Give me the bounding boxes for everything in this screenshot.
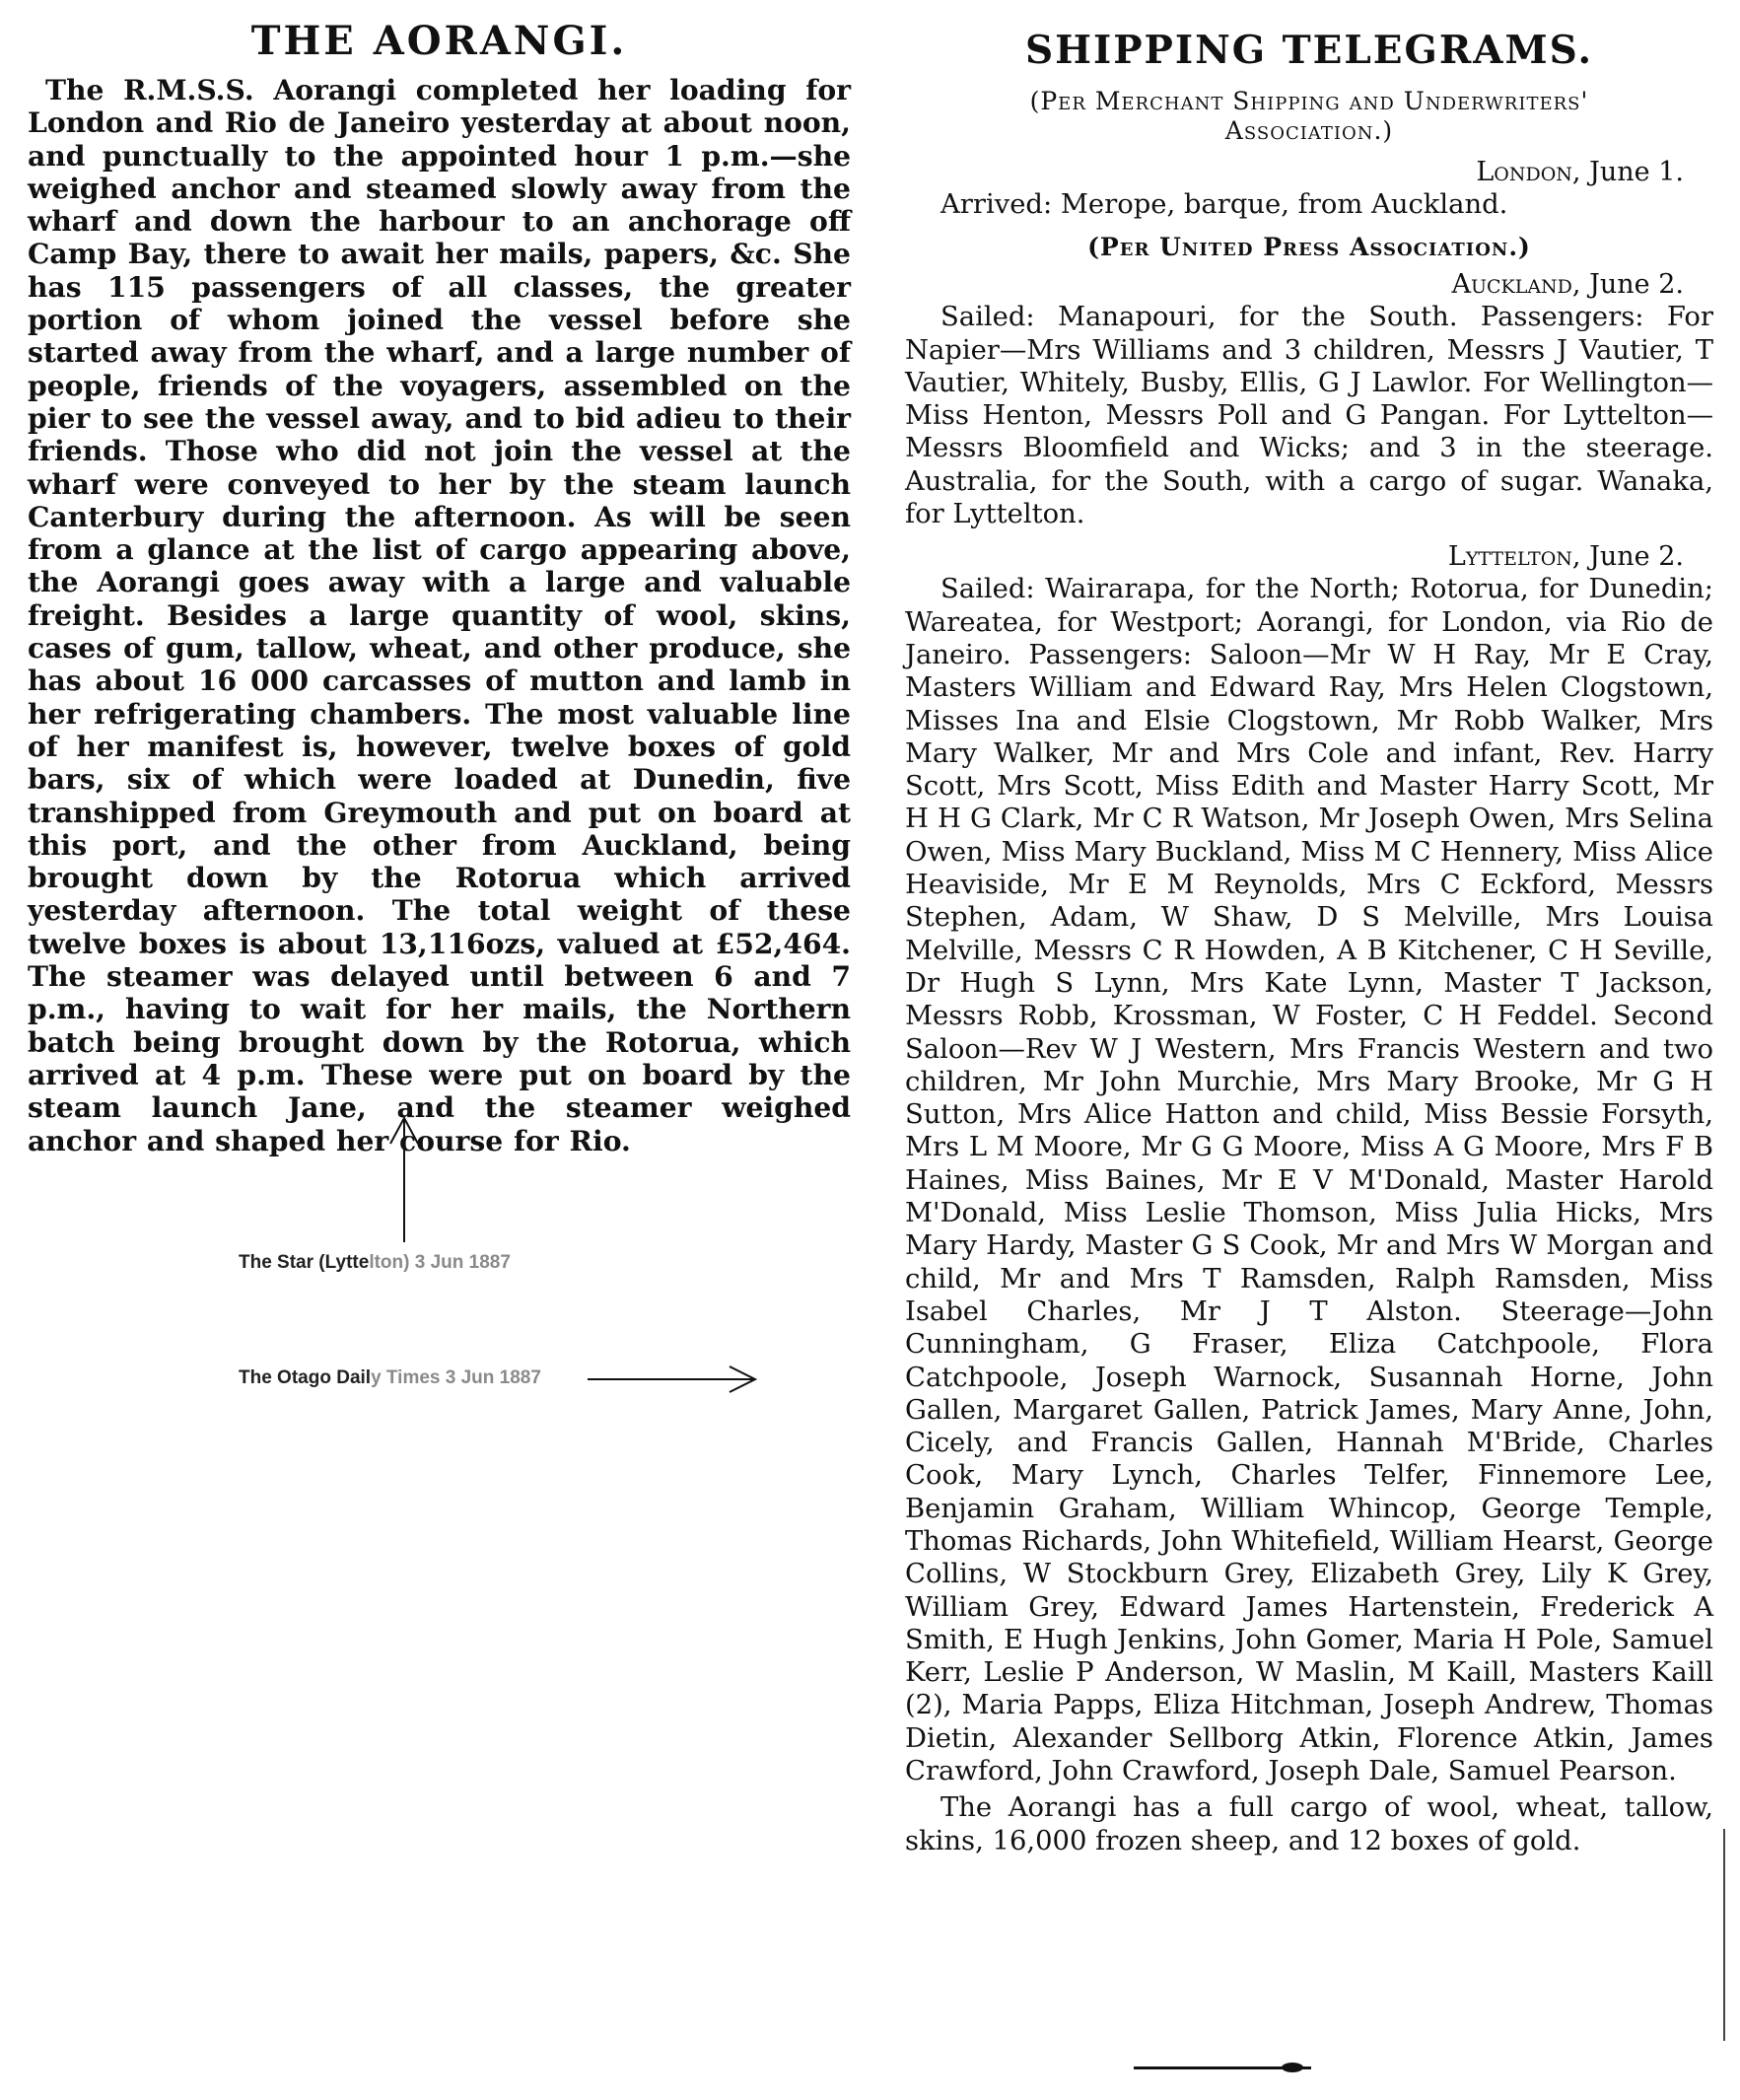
dateline-london: [905, 156, 1713, 188]
dateline-london-place: London,: [1476, 157, 1581, 187]
cargo-paragraph: The Aorangi has a full cargo of wool, wheat, tallow, skins, 16,000 frozen sheep, and 12 boxes of gold.: [905, 1792, 1713, 1856]
arrow-up-icon: [389, 1116, 419, 1244]
end-rule-ornament: [1282, 2063, 1303, 2072]
arrived-paragraph: Arrived: Merope, barque, from Auckland.: [940, 189, 1508, 220]
caption-otago-faded: y Times 3 Jun 1887: [371, 1367, 541, 1388]
star-article-body: The R.M.S.S. Aorangi completed her loading for London and Rio de Janeiro yesterday at about noon, and punctually to the appointed hour 1 p.m.—she weighed anchor and steamed slowly away from the wharf and down the harbour to an anchorage off Camp Bay, there to await her mails, papers, &c. She has 115 passengers of all classes, the greater portion of whom joined the vessel before she started away from the wharf, and a large number of people, friends of the voyagers, assembled on the pier to see the vessel away, and to bid adieu to their friends. Those who did not join the vessel at the wharf were conveyed to her by the steam launch Canterbury during the afternoon. As will be seen from a glance at the list of cargo appearing above, the Aorangi goes away with a large and valuable freight. Besides a large quantity of wool, skins, cases of gum, tallow, wheat, and other produce, she has about 16 000 carcasses of mutton and lamb in her refrigerating chambers. The most valuable line of her manifest is, however, twelve boxes of gold bars, six of which were loaded at Dunedin, five transhipped from Greymouth and put on board at this port, and the other from Auckland, being brought down by the Rotorua which arrived yesterday afternoon. The total weight of these twelve boxes is about 13,116ozs, valued at £52,464. The steamer was delayed until between 6 and 7 p.m., having to wait for her mails, the Northern batch being brought down by the Rotorua, which arrived at 4 p.m. These were put on board by the steam launch Jane, and the steamer weighed anchor and shaped her course for Rio.: [28, 74, 851, 1157]
star-article-title: THE AORANGI.: [250, 18, 628, 64]
association-united-press: (Per United Press Association.): [1087, 233, 1531, 262]
shipping-telegrams-title: SHIPPING TELEGRAMS.: [1024, 28, 1594, 73]
dateline-auckland: [905, 268, 1713, 301]
dateline-lyttelton-date: June 2.: [1580, 541, 1684, 573]
dateline-london-date: June 1.: [1580, 157, 1684, 187]
column-border: [1723, 1829, 1725, 2041]
caption-otago-main: The Otago Dail: [239, 1367, 372, 1388]
dateline-lyttelton-place: Lyttelton,: [1447, 541, 1581, 573]
caption-star-main: The Star (Lytte: [239, 1252, 370, 1273]
caption-star: [239, 1252, 511, 1274]
lyttelton-paragraph: Sailed: Wairarapa, for the North; Rotorua, for Dunedin; Wareatea, for Westport; Aorangi, for London, via Rio de Janeiro. Passengers: Saloon—Mr W H Ray, Mr E Cray, Masters William and Edward Ray, Mrs Helen Clogstown, Misses Ina and Elsie Clogstown, Mr Robb Walker, Mrs Mary Walker, Mr and Mrs Cole and infant, Rev. Harry Scott, Mrs Scott, Miss Edith and Master Harry Scott, Mr H H G Clark, Mr C R Watson, Mr Joseph Owen, Mrs Selina Owen, Miss Mary Buckland, Miss M C Hennery, Miss Alice Heaviside, Mr E M Reynolds, Mrs C Eckford, Messrs Stephen, Adam, W Shaw, D S Melville, Mrs Louisa Melville, Messrs C R Howden, A B Kitchener, C H Seville, Dr Hugh S Lynn, Mrs Kate Lynn, Master T Jackson, Messrs Robb, Krossman, W Foster, C H Feddel. Second Saloon—Rev W J Western, Mrs Francis Western and two children, Mr John Murchie, Mrs Mary Brooke, Mr G H Sutton, Mrs Alice Hatton and child, Miss Bessie Forsyth, Mrs L M Moore, Mr G G Moore, Miss A G Moore, Mrs F B Haines, Miss Baines, Mr E V M'Donald, Master Harold M'Donald, Miss Leslie Thomson, Miss Julia Hicks, Mrs Mary Hardy, Master G S Cook, Mr and Mrs W Morgan and child, Mr and Mrs T Ramsden, Ralph Ramsden, Miss Isabel Charles, Mr J T Alston. Steerage—John Cunningham, G Fraser, Eliza Catchpoole, Flora Catchpoole, Joseph Warnock, Susannah Horne, John Gallen, Margaret Gallen, Patrick James, Mary Anne, John, Cicely, and Francis Gallen, Hannah M'Bride, Charles Cook, Mary Lynch, Charles Telfer, Finnemore Lee, Benjamin Graham, William Whincop, George Temple, Thomas Richards, John Whitefield, William Hearst, George Collins, W Stockburn Grey, Elizabeth Grey, Lily K Grey, William Grey, Edward James Hartenstein, Frederick A Smith, E Hugh Jenkins, John Gomer, Maria H Pole, Samuel Kerr, Leslie P Anderson, W Maslin, M Kaill, Masters Kaill (2), Maria Papps, Eliza Hitchman, Joseph Andrew, Thomas Dietin, Alexander Sellborg Atkin, Florence Atkin, James Crawford, John Crawford, Joseph Dale, Samuel Pearson.: [905, 574, 1713, 1787]
caption-otago: [239, 1367, 541, 1389]
dateline-auckland-place: Auckland,: [1451, 269, 1581, 301]
auckland-paragraph: Sailed: Manapouri, for the South. Passengers: For Napier—Mrs Williams and 3 children, Messrs J Vautier, T Vautier, Whitely, Busby, Ellis, G J Lawlor. For Wellington—Miss Henton, Messrs Poll and G Pangan. For Lyttelton—Messrs Bloomfield and Wicks; and 3 in the steerage. Australia, for the South, with a cargo of sugar. Wanaka, for Lyttelton.: [905, 302, 1713, 530]
caption-star-faded: lton) 3 Jun 1887: [369, 1252, 511, 1273]
dateline-lyttelton: [905, 540, 1713, 573]
shipping-telegrams-article: [905, 28, 1713, 1857]
association-line-2: Association.): [1224, 116, 1394, 145]
association-line-1: (Per Merchant Shipping and Underwriters': [1029, 87, 1589, 115]
star-article: [28, 18, 851, 1157]
dateline-auckland-date: June 2.: [1580, 269, 1684, 301]
arrow-right-icon: [586, 1365, 758, 1394]
